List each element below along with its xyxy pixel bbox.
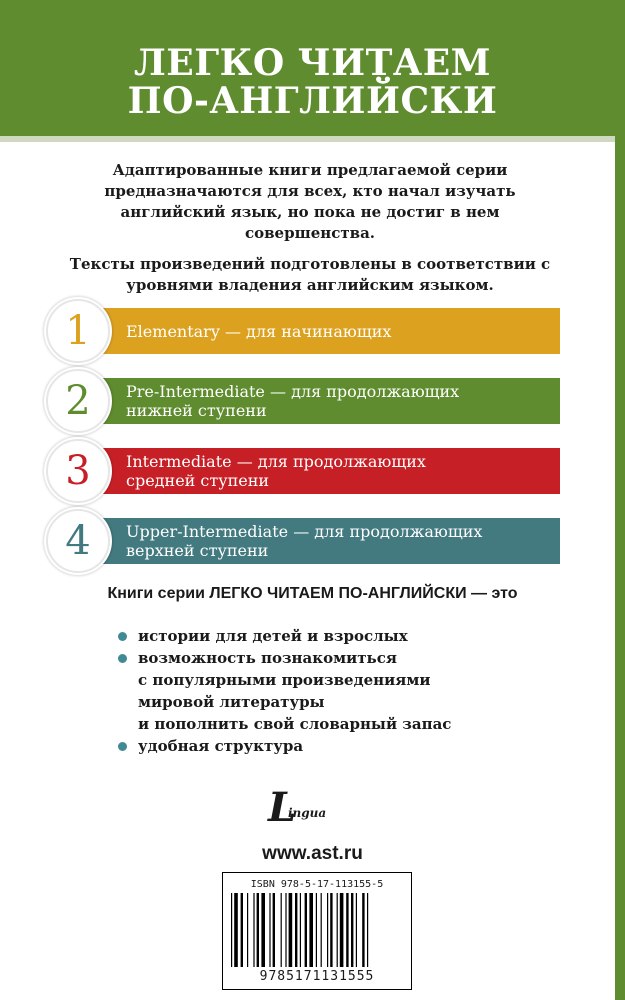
bullet-dot-icon (118, 654, 127, 663)
level-3-label: Intermediate — для продолжающих средней ступени (126, 452, 426, 490)
level-3-number-badge: 3 (44, 437, 112, 505)
publisher-website: www.ast.ru (262, 843, 363, 864)
level-band-3 (80, 448, 560, 494)
level-2-number-badge: 2 (44, 367, 112, 435)
series-title-line2: ПО-АНГЛИЙСКИ (127, 80, 498, 122)
isbn-label: ISBN 978-5-17-113155-5 (250, 879, 384, 890)
list-item: истории для детей и взрослых (118, 625, 538, 647)
series-title-line1: ЛЕГКО ЧИТАЕМ (133, 42, 492, 84)
ean-digits: 9785171131555 (259, 969, 375, 984)
bullet-dot-icon (118, 742, 127, 751)
lingua-logo: L ingua (268, 784, 327, 831)
barcode-icon (229, 893, 405, 967)
level-2-label: Pre-Intermediate — для продолжающих нижней ступени (126, 382, 460, 420)
isbn-barcode-box (222, 872, 412, 990)
level-band-2 (80, 378, 560, 424)
intro-text (60, 160, 560, 306)
series-description-heading: Книги серии ЛЕГКО ЧИТАЕМ ПО-АНГЛИЙСКИ — это (107, 585, 518, 602)
level-4-label: Upper-Intermediate — для продолжающих верхней ступени (126, 522, 483, 560)
intro-paragraph-1: Адаптированные книги предлагаемой серии предназначаются для всех, кто начал изучать английский язык, но пока не достиг в нем совершенства. (104, 161, 516, 242)
level-1-number-badge: 1 (44, 297, 112, 365)
right-edge-stripe (615, 136, 625, 1000)
intro-paragraph-2: Тексты произведений подготовлены в соответствии с уровнями владения английским языком. (69, 255, 551, 294)
series-title (0, 44, 625, 120)
level-band-4 (80, 518, 560, 564)
feature-list (118, 625, 538, 757)
list-item: возможность познакомиться с популярными произведениями мировой литературы и пополнить свой словарный запас (118, 647, 538, 735)
level-4-number-badge: 4 (44, 507, 112, 575)
header-banner (0, 0, 625, 142)
bullet-dot-icon (118, 632, 127, 641)
level-1-label: Elementary — для начинающих (126, 321, 392, 341)
level-band-1 (80, 308, 560, 354)
list-item: удобная структура (118, 735, 538, 757)
